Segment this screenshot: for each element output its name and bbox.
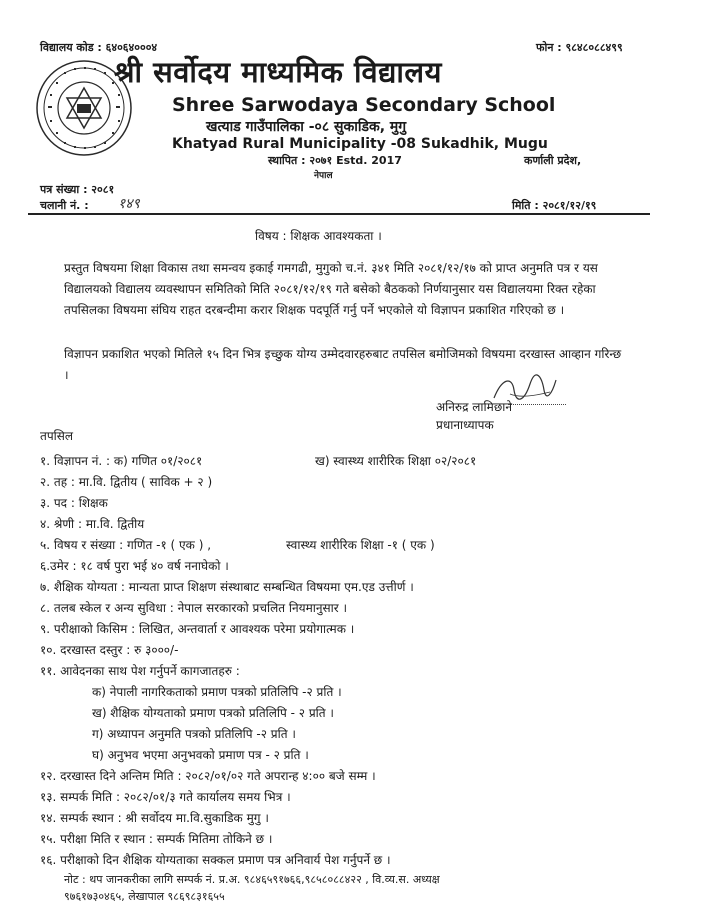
list-item: ३. पद : शिक्षक [40, 496, 108, 510]
list-item: १५. परीक्षा मिति र स्थान : सम्पर्क मितिमा तोकिने छ । [40, 832, 273, 846]
list-item: ६.उमेर : १८ वर्ष पुरा भई ४० वर्ष ननाघेको । [40, 559, 229, 573]
letter-date: मिति : २०८१/१२/१९ [512, 199, 597, 212]
list-item: ख) स्वास्थ्य शारीरिक शिक्षा ०२/२०८१ [315, 454, 477, 468]
list-item: १. विज्ञापन नं. : क) गणित ०१/२०८१ [40, 454, 203, 468]
header-divider [28, 213, 650, 215]
body-paragraph-1: प्रस्तुत विषयमा शिक्षा विकास तथा समन्वय इकाई गमगढी, मुगुको च.नं. ३४१ मिति २०८१/१२/१७ को प्राप्त अनुमति पत्र र यस विद्यालयको विद्यालय व्यवस्थापन समितिको मिति २०८१/१२/१९ गते बसेको बैठकको निर्णयानुसार यस विद्यालयमा रिक्त रहेका तपसिलका विषयमा संघिय राहत दरबन्दीमा करार शिक्षक पदपूर्ति गर्नु पर्ने भएकोले यो विज्ञापन प्रकाशित गरिएको छ । [64, 261, 598, 317]
dispatch-number-label: चलानी नं. : [40, 199, 89, 212]
list-item: २. तह : मा.वि. द्वितीय ( साविक + २ ) [40, 475, 213, 489]
list-item: १२. दरखास्त दिने अन्तिम मिति : २०८२/०१/०२ गते अपरान्ह ४:०० बजे सम्म । [40, 769, 376, 783]
note-line-2: ९७६१७३०४६५, लेखापाल ९८६९८३१६५५ [64, 890, 225, 903]
list-item: १४. सम्पर्क स्थान : श्री सर्वोदय मा.वि.सुकाडिक मुगु । [40, 811, 269, 825]
list-item: ८. तलब स्केल र अन्य सुविधा : नेपाल सरकारको प्रचलित नियमानुसार । [40, 601, 348, 615]
list-item: ४. श्रेणी : मा.वि. द्वितीय [40, 517, 145, 531]
school-code: विद्यालय कोड : ६४०६४०००४ [40, 41, 158, 54]
list-item: क) नेपाली नागरिकताको प्रमाण पत्रको प्रतिलिपि -२ प्रति । [92, 685, 342, 699]
phone-number: फोन : ९८४८०८८४९९ [536, 41, 623, 54]
list-item: ११. आवेदनका साथ पेश गर्नुपर्ने कागजातहरु : [40, 664, 240, 678]
letter-number: पत्र संख्या : २०८१ [40, 183, 115, 196]
province: कर्णाली प्रदेश, [524, 154, 582, 167]
list-item: १६. परीक्षाको दिन शैक्षिक योग्यताका सक्कल प्रमाण पत्र अनिवार्य पेश गर्नुपर्ने छ । [40, 853, 391, 867]
list-item: ७. शैक्षिक योग्यता : मान्यता प्राप्त शिक्षण संस्थाबाट सम्बन्धित विषयमा एम.एड उत्तीर्ण । [40, 580, 414, 594]
list-item: १०. दरखास्त दस्तुर : रु ३०००/- [40, 643, 179, 657]
note-line-1: नोट : थप जानकरीका लागि सम्पर्क नं. प्र.अ. ९८४६५९१७६६,९८५८०८८४२२ , वि.व्य.स. अध्यक्ष [64, 873, 440, 886]
list-item: १३. सम्पर्क मिति : २०८२/०१/३ गते कार्यालय समय भित्र । [40, 790, 291, 804]
signatory-title: प्रधानाध्यापक [436, 418, 494, 432]
address-english: Khatyad Rural Municipality -08 Sukadhik, Mugu [172, 136, 548, 152]
tapsil-heading: तपसिल [40, 429, 74, 443]
list-item: ९. परीक्षाको किसिम : लिखित, अन्तवार्ता र आवश्यक परेमा प्रयोगात्मक । [40, 622, 355, 636]
school-name-nepali: श्री सर्वोदय माध्यमिक विद्यालय [114, 55, 442, 89]
list-item: घ) अनुभव भएमा अनुभवको प्रमाण पत्र - २ प्रति । [92, 748, 309, 762]
dispatch-number-value: १४९ [118, 196, 140, 212]
established-year: स्थापित : २०७१ Estd. 2017 [268, 154, 402, 167]
subject-line: विषय : शिक्षक आवश्यकता । [255, 229, 382, 243]
signatory-name: अनिरुद्र लामिछाने [436, 400, 513, 414]
school-name-english: Shree Sarwodaya Secondary School [172, 94, 556, 116]
list-item: ५. विषय र संख्या : गणित -१ ( एक ) , [40, 538, 212, 552]
list-item: ख) शैक्षिक योग्यताको प्रमाण पत्रको प्रतिलिपि - २ प्रति । [92, 706, 334, 720]
list-item: ग) अध्यापन अनुमति पत्रको प्रतिलिपि -२ प्रति । [92, 727, 296, 741]
list-item: स्वास्थ्य शारीरिक शिक्षा -१ ( एक ) [286, 538, 435, 552]
country: नेपाल [314, 171, 333, 181]
signature-line [508, 404, 566, 405]
body-paragraph-2: विज्ञापन प्रकाशित भएको मितिले १५ दिन भित्र इच्छुक योग्य उम्मेदवारहरुबाट तपसिल बमोजिमको विषयमा दरखास्त आव्हान गरिन्छ । [64, 347, 622, 382]
address-nepali: खत्याड गाउँपालिका -०८ सुकाडिक, मुगु [206, 119, 407, 135]
